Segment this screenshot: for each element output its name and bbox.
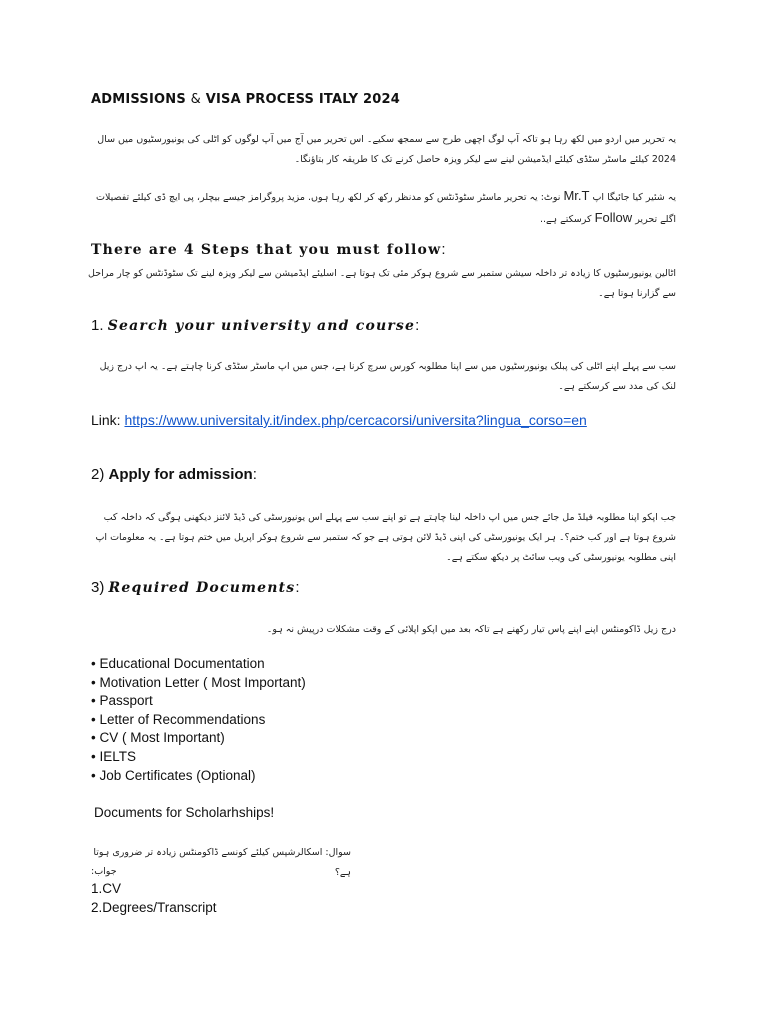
note-mrt: Mr.T [563, 188, 590, 203]
note-text-2: نوٹ: یہ تحریر ماسٹر سٹوڈنٹس کو مدنظر رکھ کر لکھ رہا ہوں. مزید پروگرامز جیسے بیچلر، پی ایچ ڈی کیلئے تفصیلات اگلے تحریر [96, 192, 676, 225]
title-part-2: VISA PROCESS ITALY 2024 [205, 92, 400, 107]
step1-heading-text: Search your university and course [107, 318, 416, 334]
note-text-1: یہ شئیر کیا جائیگا اپ [592, 192, 676, 203]
list-item: • Letter of Recommendations [91, 711, 266, 727]
scholarships-heading: Documents for Scholarhships! [94, 805, 275, 820]
step3-heading-text: Required Documents [108, 580, 296, 596]
title-ampersand: & [190, 92, 201, 107]
step2-colon: : [252, 466, 257, 483]
list-item: • Motivation Letter ( Most Important) [91, 674, 306, 690]
link-label: Link: [91, 412, 121, 428]
step1-heading [91, 317, 419, 334]
steps-paragraph: اٹالین یونیورسٹیوں کا زیادہ تر داخلہ سیشن ستمبر سے شروع ہوکر مئی تک ہوتا ہے۔ اسلیئے ایڈمیشن سے لیکر ویزہ لینے تک سٹوڈنٹس کو چار مراحل سے گزارنا ہوتا ہے۔ [88, 268, 676, 299]
question-text: سوال: اسکالرشپس کیلئے کونسے ڈاکومنٹس زیادہ تر ضروری ہوتا ہے؟ [93, 847, 351, 878]
step3-colon: : [295, 579, 300, 596]
list-item: • Educational Documentation [91, 656, 265, 671]
documents-list [91, 655, 306, 785]
list-item: • Job Certificates (Optional) [91, 767, 256, 783]
intro-paragraph: یہ تحریر میں اردو میں لکھ رہا ہو تاکہ آپ لوگ اچھی طرح سے سمجھ سکیے۔ اس تحریر میں آج میں آپ لوگوں کو اٹلی کی یونیورسٹیوں میں سال 2024 کیلئے ماسٹر سٹڈی کیلئے ایڈمیشن لینے سے لیکر ویزہ حاصل کرنے تک کا طریقہ کار بتاؤنگا۔ [97, 134, 676, 165]
step1-paragraph: سب سے پہلے اپنے اٹلی کی پبلک یونیورسٹیوں میں سے اپنا مطلوبہ کورس سرچ کرنا ہے، جس میں اپ ماسٹر سٹڈی کرنا چاہتے ہے۔ یہ اپ درج زیل لنک کی مدد سے کرسکتے ہے۔ [99, 361, 676, 392]
step2-paragraph: جب اپکو اپنا مطلوبہ فیلڈ مل جائے جس میں اپ داخلہ لینا چاہتے ہے تو اپنے سب سے پہلے اس یونیورسٹی کی ڈیڈ لائنز دیکھنی ہوگی کہ داخلہ کب شروع ہوتا ہے اور کب ختم؟۔ ہر ایک یونیورسٹی کی اپنی ڈیڈ لائن ہوتی ہے جو کہ ستمبر سے شروع ہوکر اپریل میں ختم ہوتا ہے۔ یہ معلومات اپ اپنی مطلوبہ یونیورسٹی کی ویب سائٹ پر دیکھ سکتے ہے۔ [95, 512, 676, 563]
answer-1: 1.CV [91, 881, 122, 896]
step1-colon: : [415, 317, 420, 334]
step3-heading [91, 579, 300, 596]
note-paragraph [86, 186, 676, 230]
step2-number: 2) [91, 466, 105, 483]
note-text-3: کرسکتے ہے.. [539, 214, 592, 225]
title-part-1: ADMISSIONS [91, 92, 186, 107]
note-follow: Follow [594, 210, 633, 225]
step3-number: 3) [91, 579, 105, 596]
link-line [91, 412, 587, 428]
universitaly-link[interactable]: https://www.universitaly.it/index.php/cercacorsi/universita?lingua_corso=en [124, 412, 587, 428]
step2-heading [91, 466, 257, 483]
step3-paragraph: درج زیل ڈاکومنٹس اپنے اپنے پاس تیار رکھنے ہے تاکہ بعد میں اپکو اپلائی کے وقت مشکلات درپیش نہ ہو۔ [266, 624, 676, 635]
document-title [91, 92, 400, 107]
answer-2: 2.Degrees/Transcript [91, 900, 217, 915]
list-item: • IELTS [91, 748, 136, 764]
steps-heading-colon: : [441, 241, 446, 258]
list-item: • Passport [91, 693, 153, 709]
step1-number: 1. [91, 317, 104, 334]
answer-label: جواب: [91, 866, 117, 877]
steps-heading [91, 241, 446, 258]
steps-heading-text: There are 4 Steps that you must follow [91, 242, 442, 258]
list-item: • CV ( Most Important) [91, 730, 225, 746]
step2-heading-text: Apply for admission [108, 466, 253, 483]
